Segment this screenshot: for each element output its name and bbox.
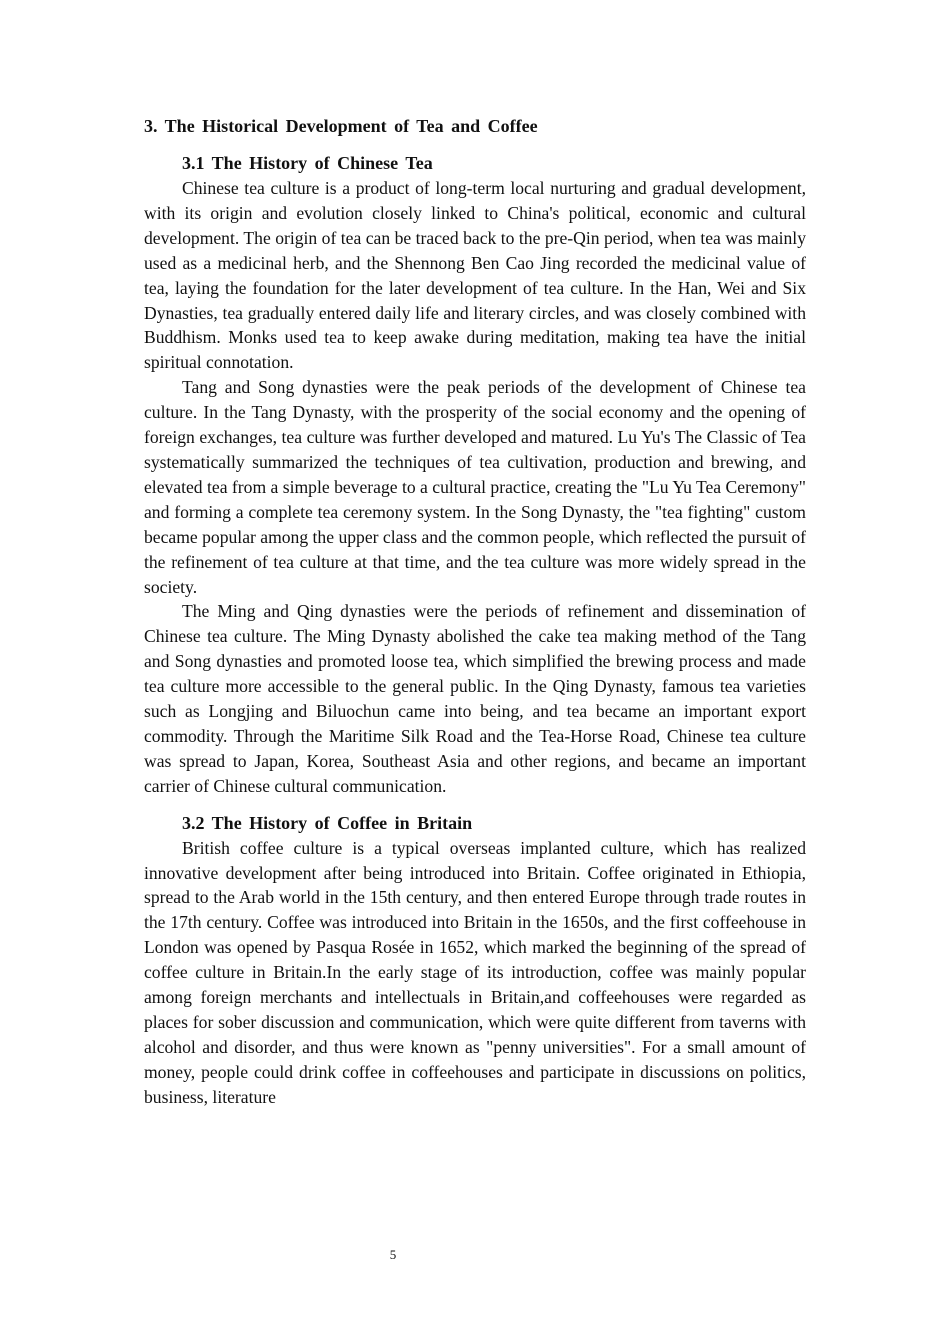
paragraph: Tang and Song dynasties were the peak periods of the development of Chinese tea culture. In the Tang Dynasty, with the prosperity of the social economy and the opening of foreign exchanges, tea culture was further developed and matured. Lu Yu's The Classic of Tea systematically summarized the techniques of tea cultivation, production and brewing, and elevated tea from a simple beverage to a cultural practice, creating the "Lu Yu Tea Ceremony" and forming a complete tea ceremony system. In the Song Dynasty, the "tea fighting" custom became popular among the upper class and the common people, which reflected the pursuit of the refinement of tea culture at that time, and the tea culture was more widely spread in the society. [144,377,806,597]
page-number: 5 [389,1247,397,1262]
paragraph: British coffee culture is a typical overseas implanted culture, which has realized innovative development after being introduced into Britain. Coffee originated in Ethiopia, spread to the Arab world in the 15th century, and then entered Europe through trade routes in the 17th century. Coffee was introduced into Britain in the 1650s, and the first coffeehouse in London was opened by Pasqua Rosée in 1652, which marked the beginning of the spread of coffee culture in Britain.In the early stage of its introduction, coffee was mainly popular among foreign merchants and intellectuals in Britain,and coffeehouses were regarded as places for sober discussion and communication, which were quite different from taverns with alcohol and disorder, and thus were known as "penny universities". For a small amount of money, people could drink coffee in coffeehouses and participate in discussions on politics, business, literature [144,837,806,1107]
section-heading: 3.2 The History of Coffee in Britain [182,812,473,833]
section-heading: 3.1 The History of Chinese Tea [182,153,433,173]
paragraph: Chinese tea culture is a product of long-term local nurturing and gradual development, with its origin and evolution closely linked to China's political, economic and cultural development. The origin of tea can be traced back to the pre-Qin period, when tea was mainly used as a medicinal herb, and the Shennong Ben Cao Jing recorded the medicinal value of tea, laying the foundation for the later development of tea culture. In the Han, Wei and Six Dynasties, tea gradually entered daily life and literary circles, and was closely combined with Buddhism. Monks used tea to keep awake during meditation, making tea have the initial spiritual connotation. [144,178,806,373]
paragraph: The Ming and Qing dynasties were the periods of refinement and dissemination of Chinese tea culture. The Ming Dynasty abolished the cake tea making method of the Tang and Song dynasties and promoted loose tea, which simplified the brewing process and made tea culture more accessible to the general public. In the Qing Dynasty, famous tea varieties such as Longjing and Biluochun came into being, and tea became an important export commodity. Through the Maritime Silk Road and the Tea-Horse Road, Chinese tea culture was spread to Japan, Korea, Southeast Asia and other regions, and became an important carrier of Chinese cultural communication. [144,601,806,796]
chapter-heading: 3. The Historical Development of Tea and Coffee [144,116,538,136]
document-body [144,114,806,1110]
section-coffee-britain [144,811,806,1110]
section-chinese-tea [144,151,806,799]
